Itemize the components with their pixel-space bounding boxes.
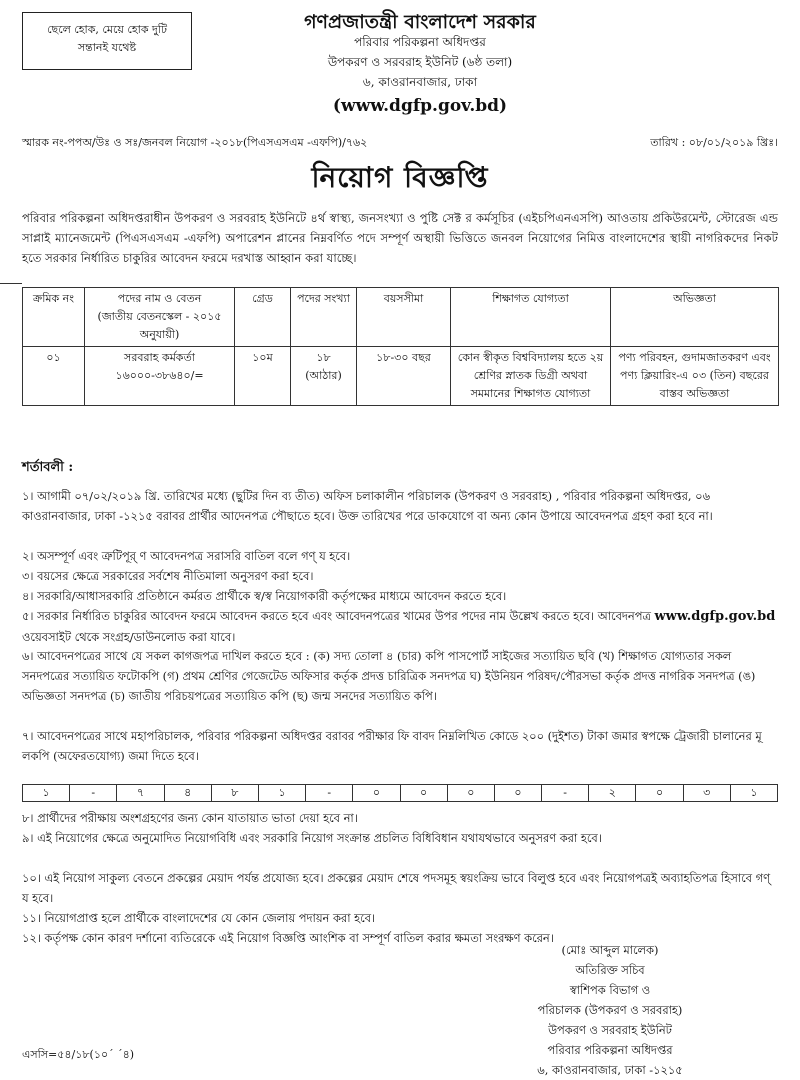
header-grade: গ্রেড — [235, 288, 291, 347]
fee-code-digit: ৪ — [164, 785, 211, 802]
condition-6: ৬। আবেদনপত্রের সাথে যে সকল কাগজপত্র দাখিল করতে হবে : (ক) সদ্য তোলা ৪ (চার) কপি পাসপোর্ট সাইজের সত্যায়িত ছবি (খ) শিক্ষাগত যোগ্যতার সকল সনদপত্রের সত্যায়িত ফটোকপি (গ) প্রথম শ্রেণির গেজেটেড অফিসার কর্তৃক প্রদত্ত চারিত্রিক সনদপত্র ঘ) ইউনিয়ন পরিষদ/পৌরসভা কর্তৃক প্রদত্ত নাগরিক সনদপত্র (ঙ) অভিজ্ঞতা সনদপত্র (চ) জাতীয় পরিচয়পত্রের সত্যায়িত কপি (ছ) জন্ম সনদের সত্যায়িত কপি। — [22, 649, 756, 703]
condition-5 — [22, 606, 778, 647]
signatory-address: ৬, কাওরানবাজার, ঢাকা -১২১৫ — [537, 1063, 683, 1077]
cell-post-name: সরবরাহ কর্মকর্তা — [124, 351, 195, 364]
reference-code: এসসি=৫৪/১৮(১০´ ´৪) — [22, 1048, 135, 1061]
slogan-line-1: ছেলে হোক, মেয়ে হোক দুটি — [47, 23, 167, 36]
signatory-designation-1: অতিরিক্ত সচিব — [575, 963, 645, 977]
cell-count — [291, 347, 357, 406]
fee-code-digit: - — [542, 785, 589, 802]
header-experience: অভিজ্ঞতা — [611, 288, 779, 347]
slogan-line-2: সন্তানই যথেষ্ট — [77, 41, 137, 54]
fee-code-table — [22, 784, 778, 802]
intro-paragraph: পরিবার পরিকল্পনা অধিদপ্তরাধীন উপকরণ ও সরবরাহ ইউনিটে ৪র্থ স্বাস্থ্য, জনসংখ্যা ও পুষ্টি সেক্ট র কর্মসূচির (এইচপিএনএসপি) আওতায় প্রকিউরমেন্ট, স্টোরেজ এন্ড সাপ্লাই ম্যানেজমেন্ট (পিএসএসএম -এফপি) অপারেশন প্লানের নিম্নবর্ণিত পদে সম্পূর্ণ অস্থায়ী ভিত্তিতে জনবল নিয়োগের নিমিত্ত বাংলাদেশের স্থায়ী নাগরিকদের নিকট হতে সরকার নির্ধারিত চাকুরির আবেদন ফরমে দরখাস্ত আহ্বান করা যাচ্ছে। — [22, 211, 778, 265]
table-row — [23, 347, 779, 406]
conditions-heading: শর্তাবলী : — [22, 460, 74, 475]
fee-code-row — [23, 785, 778, 802]
page-title: নিয়োগ বিজ্ঞপ্তি — [311, 161, 489, 194]
condition-4: ৪। সরকারি/আধাসরকারি প্রতিষ্ঠানে কর্মরত প্রার্থীকে স্ব/স্ব নিয়োগকারী কর্তৃপক্ষের মাধ্যমে আবেদন করতে হবে। — [22, 589, 507, 603]
fee-code-digit: ২ — [589, 785, 636, 802]
job-table — [22, 287, 779, 406]
condition-11: ১১। নিয়োগপ্রাপ্ত হলে প্রার্থীকে বাংলাদেশের যে কোন জেলায় পদায়ন করা হবে। — [22, 911, 376, 925]
table-header-row — [23, 288, 779, 347]
memo-number: স্মারক নং-পপঅ/উঃ ও সঃ/জনবল নিয়োগ -২০১৮(পিএসএসএম -এফপি)/৭৬২ — [22, 136, 368, 149]
condition-2: ২। অসম্পূর্ণ এবং ত্রুটিপূর্ ণ আবেদনপত্র সরাসরি বাতিল বলে গণ্ য হবে। — [22, 549, 351, 563]
signatory-designation-2: স্বাশিপক বিভাগ ও — [569, 983, 651, 997]
header-post-title: পদের নাম ও বেতন — [117, 292, 202, 305]
cell-education: কোন স্বীকৃত বিশ্ববিদ্যালয় হতে ২য় শ্রেণির স্নাতক ডিগ্রী অথবা সমমানের শিক্ষাগত যোগ্যতা — [451, 347, 611, 406]
fee-code-digit: - — [306, 785, 353, 802]
fee-code-digit: ৮ — [211, 785, 258, 802]
cell-serial: ০১ — [23, 347, 85, 406]
department-name: পরিবার পরিকল্পনা অধিদপ্তর — [354, 35, 486, 49]
signatory-unit: উপকরণ ও সরবরাহ ইউনিট — [548, 1023, 672, 1037]
cell-count-words: (আঠার) — [305, 369, 342, 382]
fee-code-digit: ১ — [730, 785, 777, 802]
cell-count-number: ১৮ — [316, 351, 331, 364]
header-education: শিক্ষাগত যোগ্যতা — [451, 288, 611, 347]
signatory-designation-3: পরিচালক (উপকরণ ও সরবরাহ) — [537, 1003, 683, 1017]
fee-code-digit: ০ — [400, 785, 447, 802]
cell-post-pay: ১৬০০০-৩৮৬৪০/= — [115, 369, 204, 382]
fee-code-digit: ০ — [353, 785, 400, 802]
condition-5-website-link[interactable]: www.dgfp.gov.bd — [654, 609, 776, 624]
cell-post — [85, 347, 235, 406]
margin-line — [0, 283, 22, 284]
header-post — [85, 288, 235, 347]
notice-date: তারিখ : ০৮/০১/২০১৯ খ্রিঃ। — [650, 136, 778, 149]
fee-code-digit: ০ — [494, 785, 541, 802]
signatory-department: পরিবার পরিকল্পনা অধিদপ্তর — [547, 1043, 673, 1057]
signatory-name: (মোঃ আব্দুল মালেক) — [561, 943, 659, 957]
cell-experience: পণ্য পরিবহন, গুদামজাতকরণ এবং পণ্য ক্লিয়ারিং-এ ০৩ (তিন) বছরের বাস্তব অভিজ্ঞতা — [611, 347, 779, 406]
slogan-box — [22, 12, 192, 70]
condition-1: ১। আগামী ০৭/০২/২০১৯ খ্রি. তারিখের মধ্যে (ছুটির দিন ব্য তীত) অফিস চলাকালীন পরিচালক (উপকরণ ও সরবরাহ) , পরিবার পরিকল্পনা অধিদপ্তর, ০৬ কাওরানবাজার, ঢাকা -১২১৫ বরাবর প্রার্থীর আদেনপত্র পৌছাতে হবে। উক্ত তারিখের পরে ডাকযোগে বা অন্য কোন উপায়ে আবেদনপত্র গ্রহণ করা হবে না। — [22, 489, 713, 523]
condition-5-text: ৫। সরকার নির্ধারিত চাকুরির আবেদন ফরমে আবেদন করতে হবে এবং আবেদনপত্রের খামের উপর পদের নাম উল্লেখ করতে হবে। আবেদনপত্র — [22, 609, 651, 623]
header-post-sub: (জাতীয় বেতনস্কেল - ২০১৫ অনুযায়ী) — [97, 310, 222, 341]
fee-code-digit: ০ — [636, 785, 683, 802]
condition-7: ৭। আবেদনপত্রের সাথে মহাপরিচালক, পরিবার পরিকল্পনা অধিদপ্তর বরাবর পরীক্ষার ফি বাবদ নিম্নলিখিত কোডে ২০০ (দুইশত) টাকা জমার স্বপক্ষে ট্রেজারী চালানের মূ লকপি (অফেরতযোগ্য) জমা দিতে হবে। — [22, 729, 762, 763]
fee-code-digit: ৭ — [117, 785, 164, 802]
cell-age: ১৮-৩০ বছর — [357, 347, 451, 406]
fee-code-digit: ১ — [258, 785, 305, 802]
condition-5-text-end: ওয়েবসাইট থেকে সংগ্রহ/ডাউনলোড করা যাবে। — [22, 630, 236, 644]
website-link[interactable]: (www.dgfp.gov.bd) — [332, 96, 508, 116]
unit-name: উপকরণ ও সরবরাহ ইউনিট (৬ষ্ঠ তলা) — [327, 55, 513, 69]
condition-3: ৩। বয়সের ক্ষেত্রে সরকারের সর্বশেষ নীতিমালা অনুসরণ করা হবে। — [22, 569, 314, 583]
office-address: ৬, কাওরানবাজার, ঢাকা — [362, 75, 478, 89]
header-serial: ক্রমিক নং — [23, 288, 85, 347]
fee-code-digit: ০ — [447, 785, 494, 802]
header-count: পদের সংখ্যা — [291, 288, 357, 347]
fee-code-digit: - — [70, 785, 117, 802]
condition-8: ৮। প্রার্থীদের পরীক্ষায় অংশগ্রহণের জন্য কোন যাতায়াত ভাতা দেয়া হবে না। — [22, 811, 358, 825]
fee-code-digit: ১ — [23, 785, 70, 802]
cell-grade: ১০ম — [235, 347, 291, 406]
government-title: গণপ্রজাতন্ত্রী বাংলাদেশ সরকার — [304, 11, 536, 33]
signature-block — [480, 940, 740, 1080]
condition-12: ১২। কর্তৃপক্ষ কোন কারণ দর্শানো ব্যতিরেকে এই নিয়োগ বিজ্ঞপ্তি আংশিক বা সম্পূর্ণ বাতিল করার ক্ষমতা সংরক্ষণ করেন। — [22, 931, 554, 945]
condition-9: ৯। এই নিয়োগের ক্ষেত্রে অনুমোদিত নিয়োগবিধি এবং সরকারি নিয়োগ সংক্রান্ত প্রচলিত বিধিবিধান যথাযথভাবে অনুসরণ করা হবে। — [22, 831, 602, 845]
header-age: বয়সসীমা — [357, 288, 451, 347]
fee-code-digit: ৩ — [683, 785, 730, 802]
condition-10: ১০। এই নিয়োগ সাকুল্য বেতনে প্রকল্পের মেয়াদ পর্যন্ত প্রযোজ্য হবে। প্রকল্পের মেয়াদ শেষে পদসমূহ স্বয়ংক্রিয় ভাবে বিলুপ্ত হবে এবং নিয়োগপত্রই অব্যাহতিপত্র হিসাবে গণ্ য হবে। — [22, 871, 770, 905]
